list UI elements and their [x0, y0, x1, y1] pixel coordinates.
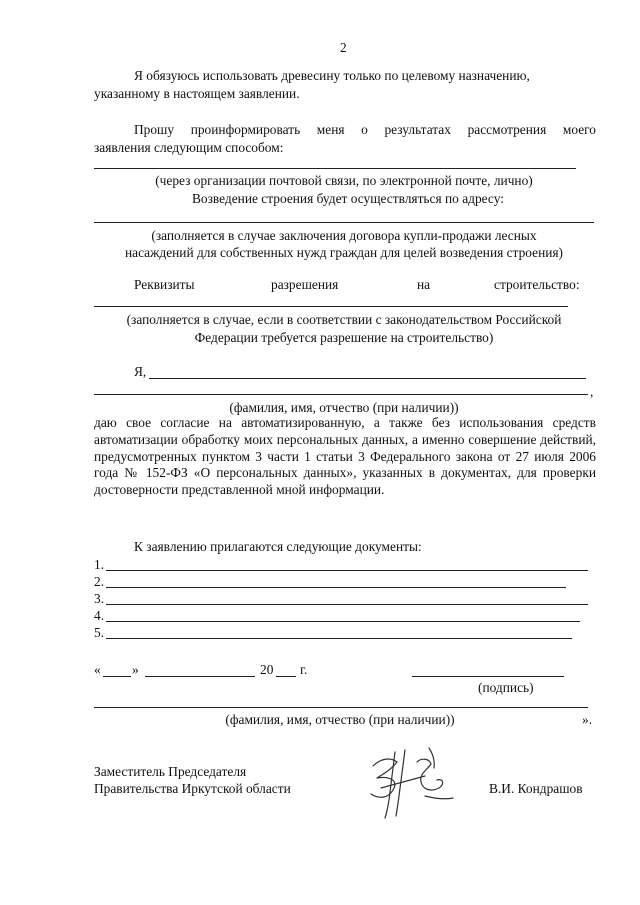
date-day-field[interactable]: [103, 676, 131, 677]
consent-ya: Я,: [134, 364, 147, 379]
attachment-number: 1.: [94, 557, 105, 572]
signature-field[interactable]: [412, 676, 564, 677]
attachment-line[interactable]: [106, 604, 588, 605]
consent-name-field-2[interactable]: [94, 394, 588, 395]
attachment-number: 4.: [94, 608, 105, 623]
construction-hint-1: (заполняется в случае заключения договора купли-продажи лесных: [151, 228, 537, 243]
consent-text: даю свое согласие на автоматизированную, а также без использования средств автоматизации обработку моих персональных данных, а именно совершение действий, предусмотренных пунктом 3 части 1 статьи 3 Федерального закона от 27 июля 2006 года № 152-ФЗ «О персональных данных», указанных в документах, для проверки достоверности представленной мной информации.: [94, 415, 596, 498]
permit-word-3: на: [417, 277, 431, 292]
attachment-line[interactable]: [106, 621, 580, 622]
signature-hint: (подпись): [478, 680, 534, 695]
attachment-number: 3.: [94, 591, 105, 606]
attachment-item-2[interactable]: [94, 574, 594, 591]
attachment-number: 5.: [94, 625, 105, 640]
page-number: 2: [340, 40, 347, 55]
inform-method-field[interactable]: [94, 168, 576, 169]
attachment-number: 2.: [94, 574, 105, 589]
inform-hint: (через организации почтовой связи, по электронной почте, лично): [155, 173, 533, 188]
date-year-prefix: 20: [260, 662, 274, 677]
attachment-item-1[interactable]: [94, 557, 594, 574]
obligation-line-1: Я обязуюсь использовать древесину только по целевому назначению,: [134, 68, 530, 83]
signatory-name: В.И. Кондрашов: [489, 781, 583, 796]
date-close-quote: »: [132, 662, 139, 677]
attachment-item-5[interactable]: [94, 625, 594, 642]
inform-line-2: заявления следующим способом:: [94, 140, 284, 155]
date-month-field[interactable]: [145, 676, 255, 677]
consent-name-field-1[interactable]: [149, 378, 586, 379]
permit-word-4: строительство:: [494, 277, 580, 292]
permit-word-2: разрешения: [271, 277, 339, 292]
attachment-item-3[interactable]: [94, 591, 594, 608]
obligation-line-2: указанному в настоящем заявлении.: [94, 86, 300, 101]
signatory-position-2: Правительства Иркутской области: [94, 781, 291, 796]
attachment-line[interactable]: [106, 638, 572, 639]
consent-fio-hint: (фамилия, имя, отчество (при наличии)): [229, 400, 459, 415]
date-open-quote: «: [94, 662, 101, 677]
footer-end-mark: ».: [582, 712, 593, 727]
date-year-field[interactable]: [276, 676, 296, 677]
permit-details-field[interactable]: [94, 306, 568, 307]
permit-word-1: Реквизиты: [134, 277, 195, 292]
handwritten-signature: [355, 740, 465, 820]
signatory-position-1: Заместитель Председателя: [94, 764, 247, 779]
construction-address-field[interactable]: [94, 222, 594, 223]
construction-heading: Возведение строения будет осуществляться по адресу:: [192, 191, 504, 206]
attachment-line[interactable]: [106, 570, 588, 571]
inform-line-1: Прошу проинформировать меня о результатах рассмотрения моего: [134, 122, 596, 137]
construction-hint-2: насаждений для собственных нужд граждан для целей возведения строения): [124, 245, 564, 260]
permit-hint-2: Федерации требуется разрешение на строительство): [194, 330, 494, 345]
footer-fio-hint: (фамилия, имя, отчество (при наличии)): [225, 712, 455, 727]
date-year-suffix: г.: [300, 662, 308, 677]
consent-comma: ,: [590, 384, 594, 399]
permit-hint-1: (заполняется в случае, если в соответствии с законодательством Российской: [126, 312, 562, 327]
footer-name-field[interactable]: [94, 707, 588, 708]
attachment-item-4[interactable]: [94, 608, 594, 625]
attachment-line[interactable]: [106, 587, 566, 588]
attachments-heading: К заявлению прилагаются следующие документы:: [134, 539, 422, 554]
